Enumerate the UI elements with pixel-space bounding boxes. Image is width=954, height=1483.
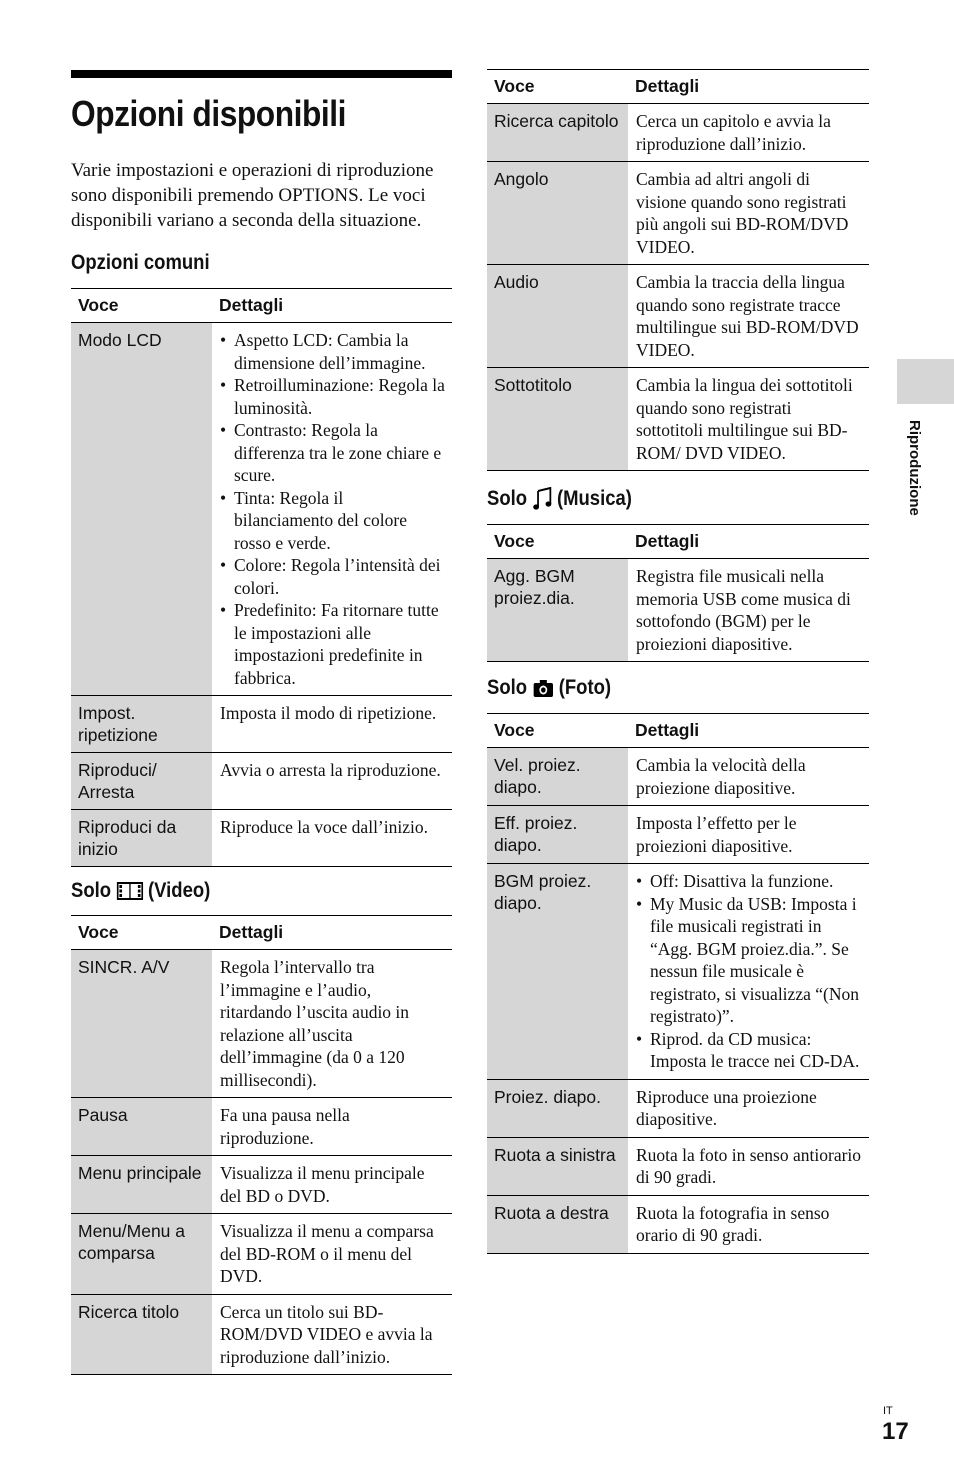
row-key: Ruota a sinistra xyxy=(487,1137,628,1195)
table-row xyxy=(487,806,869,864)
row-key: Proiez. diapo. xyxy=(487,1079,628,1137)
bullet-item: • Tinta: Regola il bilanciamento del colore rosso e verde. xyxy=(220,487,445,555)
row-key: Angolo xyxy=(487,162,628,265)
heading-common-options: Opzioni comuni xyxy=(71,251,210,274)
heading-video-only: Solo (Video) xyxy=(71,879,211,902)
table-header-row xyxy=(71,289,452,323)
table-row xyxy=(487,748,869,806)
row-key: Ricerca titolo xyxy=(71,1294,212,1375)
page-language-code: IT xyxy=(883,1405,893,1417)
row-key: Menu/Menu a comparsa xyxy=(71,1214,212,1295)
table-common-options xyxy=(71,288,452,867)
row-details: Regola l’intervallo tra l’immagine e l’audio, ritardando l’uscita audio in relazione all’uscita dell’immagine (da 0 a 120 millisecondi). xyxy=(212,950,452,1098)
table-header-row xyxy=(487,714,869,748)
row-key: Ruota a destra xyxy=(487,1195,628,1253)
row-details: Riproduce una proiezione diapositive. xyxy=(628,1079,869,1137)
right-column xyxy=(487,69,869,1254)
header-voce: Voce xyxy=(487,525,628,559)
bullet-item: • My Music da USB: Imposta i file musicali registrati in “Agg. BGM proiez.dia.”. Se nessun file musicale è registrato, si visualizza “(Non registrato)”. xyxy=(636,893,862,1028)
table-row xyxy=(71,323,452,696)
row-key: Sottotitolo xyxy=(487,368,628,471)
header-dettagli: Dettagli xyxy=(212,916,452,950)
row-details: Visualizza il menu principale del BD o DVD. xyxy=(212,1156,452,1214)
bullet-item: • Off: Disattiva la funzione. xyxy=(636,870,862,893)
row-details: Ruota la fotografia in senso orario di 90 gradi. xyxy=(628,1195,869,1253)
header-dettagli: Dettagli xyxy=(628,525,869,559)
title-rule xyxy=(71,70,452,78)
table-photo-options xyxy=(487,713,869,1254)
row-details: Cambia la velocità della proiezione diapositive. xyxy=(628,748,869,806)
table-row xyxy=(487,1137,869,1195)
row-details: Cerca un capitolo e avvia la riproduzione dall’inizio. xyxy=(628,104,869,162)
table-row xyxy=(71,1098,452,1156)
side-section-label: Riproduzione xyxy=(906,420,923,516)
camera-icon xyxy=(532,678,553,698)
table-music-options xyxy=(487,524,869,662)
side-tab-marker xyxy=(897,359,954,404)
row-key: Menu principale xyxy=(71,1156,212,1214)
table-video-options-continued xyxy=(487,69,869,471)
bullet-item: • Aspetto LCD: Cambia la dimensione dell’immagine. xyxy=(220,329,445,374)
bullet-item: • Colore: Regola l’intensità dei colori. xyxy=(220,554,445,599)
row-key: Pausa xyxy=(71,1098,212,1156)
bullet-item: • Riprod. da CD musica: Imposta le tracce nei CD-DA. xyxy=(636,1028,862,1073)
heading-photo-only: Solo (Foto) xyxy=(487,676,612,699)
row-key: BGM proiez. diapo. xyxy=(487,864,628,1080)
row-key: SINCR. A/V xyxy=(71,950,212,1098)
row-key: Modo LCD xyxy=(71,323,212,696)
page-number: 17 xyxy=(882,1418,909,1445)
table-header-row xyxy=(487,525,869,559)
row-key: Audio xyxy=(487,265,628,368)
table-row xyxy=(71,1156,452,1214)
row-details xyxy=(628,864,869,1080)
header-dettagli: Dettagli xyxy=(628,70,869,104)
header-voce: Voce xyxy=(71,289,212,323)
row-details: Cambia la traccia della lingua quando sono registrate tracce multilingue sui BD-ROM/DVD VIDEO. xyxy=(628,265,869,368)
table-row xyxy=(487,559,869,662)
row-details: Imposta il modo di ripetizione. xyxy=(212,696,452,753)
row-key: Eff. proiez. diapo. xyxy=(487,806,628,864)
table-row xyxy=(71,950,452,1098)
row-key: Vel. proiez. diapo. xyxy=(487,748,628,806)
header-dettagli: Dettagli xyxy=(628,714,869,748)
header-dettagli: Dettagli xyxy=(212,289,452,323)
table-row xyxy=(487,1079,869,1137)
table-row xyxy=(487,864,869,1080)
table-row xyxy=(71,696,452,753)
header-voce: Voce xyxy=(487,70,628,104)
row-details: Cerca un titolo sui BD-ROM/DVD VIDEO e avvia la riproduzione dall’inizio. xyxy=(212,1294,452,1375)
bullet-list xyxy=(220,329,445,689)
table-row xyxy=(487,1195,869,1253)
intro-paragraph: Varie impostazioni e operazioni di riproduzione sono disponibili premendo OPTIONS. Le voci disponibili variano a seconda della situazione. xyxy=(71,160,434,231)
row-details: Imposta l’effetto per le proiezioni diapositive. xyxy=(628,806,869,864)
row-key: Agg. BGM proiez.dia. xyxy=(487,559,628,662)
table-header-row xyxy=(487,70,869,104)
row-key: Impost. ripetizione xyxy=(71,696,212,753)
table-row xyxy=(487,265,869,368)
page-title: Opzioni disponibili xyxy=(71,93,346,134)
row-details: Ruota la foto in senso antiorario di 90 gradi. xyxy=(628,1137,869,1195)
row-details: Cambia ad altri angoli di visione quando sono registrati più angoli sui BD-ROM/DVD VIDEO. xyxy=(628,162,869,265)
row-details: Riproduce la voce dall’inizio. xyxy=(212,810,452,867)
table-row xyxy=(71,1294,452,1375)
row-details: Fa una pausa nella riproduzione. xyxy=(212,1098,452,1156)
table-row xyxy=(71,753,452,810)
bullet-item: • Predefinito: Fa ritornare tutte le impostazioni alle impostazioni predefinite in fabbrica. xyxy=(220,599,445,689)
table-row xyxy=(487,104,869,162)
row-details xyxy=(212,323,452,696)
bullet-item: • Contrasto: Regola la differenza tra le zone chiare e scure. xyxy=(220,419,445,487)
row-details: Cambia la lingua dei sottotitoli quando sono registrati sottotitoli multilingue sui BD-ROM/ DVD VIDEO. xyxy=(628,368,869,471)
row-details: Registra file musicali nella memoria USB come musica di sottofondo (BGM) per le proiezioni diapositive. xyxy=(628,559,869,662)
heading-music-only: Solo (Musica) xyxy=(487,487,632,510)
table-row xyxy=(71,1214,452,1295)
row-key: Ricerca capitolo xyxy=(487,104,628,162)
left-column xyxy=(71,70,452,1375)
header-voce: Voce xyxy=(487,714,628,748)
table-video-options xyxy=(71,915,452,1375)
row-key: Riproduci da inizio xyxy=(71,810,212,867)
table-row xyxy=(71,810,452,867)
table-header-row xyxy=(71,916,452,950)
row-details: Avvia o arresta la riproduzione. xyxy=(212,753,452,810)
bullet-list xyxy=(636,870,862,1073)
table-row xyxy=(487,368,869,471)
header-voce: Voce xyxy=(71,916,212,950)
film-icon xyxy=(116,881,142,901)
bullet-item: • Retroilluminazione: Regola la luminosità. xyxy=(220,374,445,419)
row-key: Riproduci/ Arresta xyxy=(71,753,212,810)
row-details: Visualizza il menu a comparsa del BD-ROM o il menu del DVD. xyxy=(212,1214,452,1295)
music-note-icon xyxy=(532,487,551,511)
table-row xyxy=(487,162,869,265)
